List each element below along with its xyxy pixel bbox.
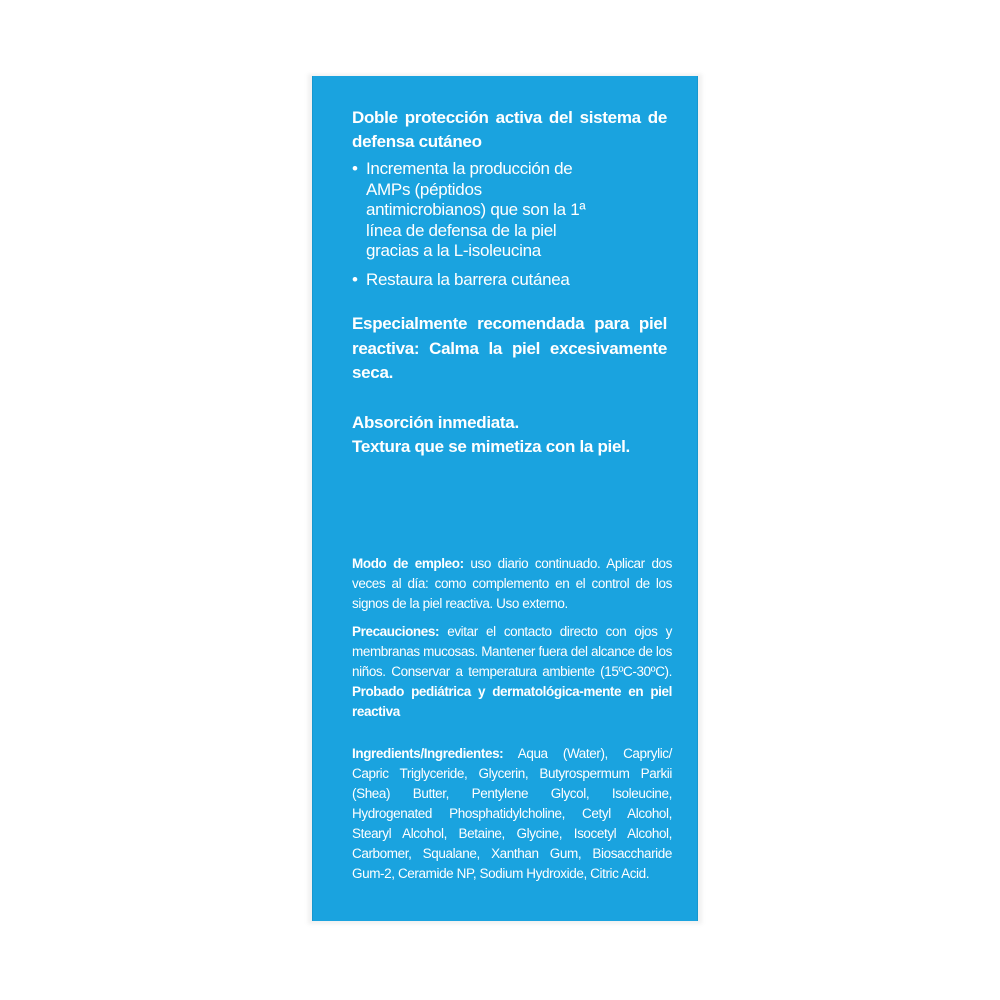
benefit-list — [352, 159, 667, 290]
absorption-line-1: Absorción inmediata. — [352, 412, 519, 432]
bullet-dot-icon: • — [352, 269, 358, 289]
usage-label: Modo de empleo: — [352, 556, 464, 571]
absorption-block — [352, 411, 667, 460]
product-box-side-panel — [312, 76, 698, 921]
absorption-line-2: Textura que se mimetiza con la piel. — [352, 437, 630, 456]
tested-statement: Probado pediátrica y dermatológica-mente en piel reactiva — [352, 684, 672, 719]
bullet-dot-icon: • — [352, 159, 358, 178]
benefit-item — [352, 270, 606, 291]
ingredients-section — [352, 744, 672, 884]
precautions-text: evitar el contacto directo con ojos y membranas mucosas. Mantener fuera del alcance de los niños. Conservar a temperatura ambiente (15ºC-30ºC). — [352, 624, 672, 679]
precautions-label: Precauciones: — [352, 624, 440, 639]
benefit-text: Restaura la barrera cutánea — [366, 269, 570, 289]
usage-text: uso diario continuado. Aplicar dos veces al día: como complemento en el control de los signos de la piel reactiva. Uso externo. — [352, 556, 673, 611]
recommendation-text: Especialmente recomendada para piel reactiva: Calma la piel excesivamente seca. — [352, 314, 667, 382]
ingredients-text: Aqua (Water), Caprylic/ Capric Triglyceride, Glycerin, Butyrospermum Parkii (Shea) Butter, Pentylene Glycol, Isoleucine, Hydrogenated Phosphatidylcholine, Cetyl Alcohol, Stearyl Alcohol, Betaine, Glycine, Isocetyl Alcohol, Carbomer, Squalane, Xanthan Gum, Biosaccharide Gum-2, Ceramide NP, Sodium Hydroxide, Citric Acid. — [352, 746, 672, 881]
ingredients-label: Ingredients/Ingredientes: — [352, 746, 504, 761]
benefit-text: Incrementa la producción de AMPs (péptidos antimicrobianos) que son la 1ª línea de defensa de la piel gracias a la L-isoleucina — [366, 159, 586, 260]
benefit-item — [352, 159, 606, 262]
main-claims — [352, 106, 667, 460]
usage-section — [352, 554, 672, 614]
intro-heading: Doble protección activa del sistema de defensa cutáneo — [352, 108, 667, 151]
precautions-section — [352, 622, 672, 722]
